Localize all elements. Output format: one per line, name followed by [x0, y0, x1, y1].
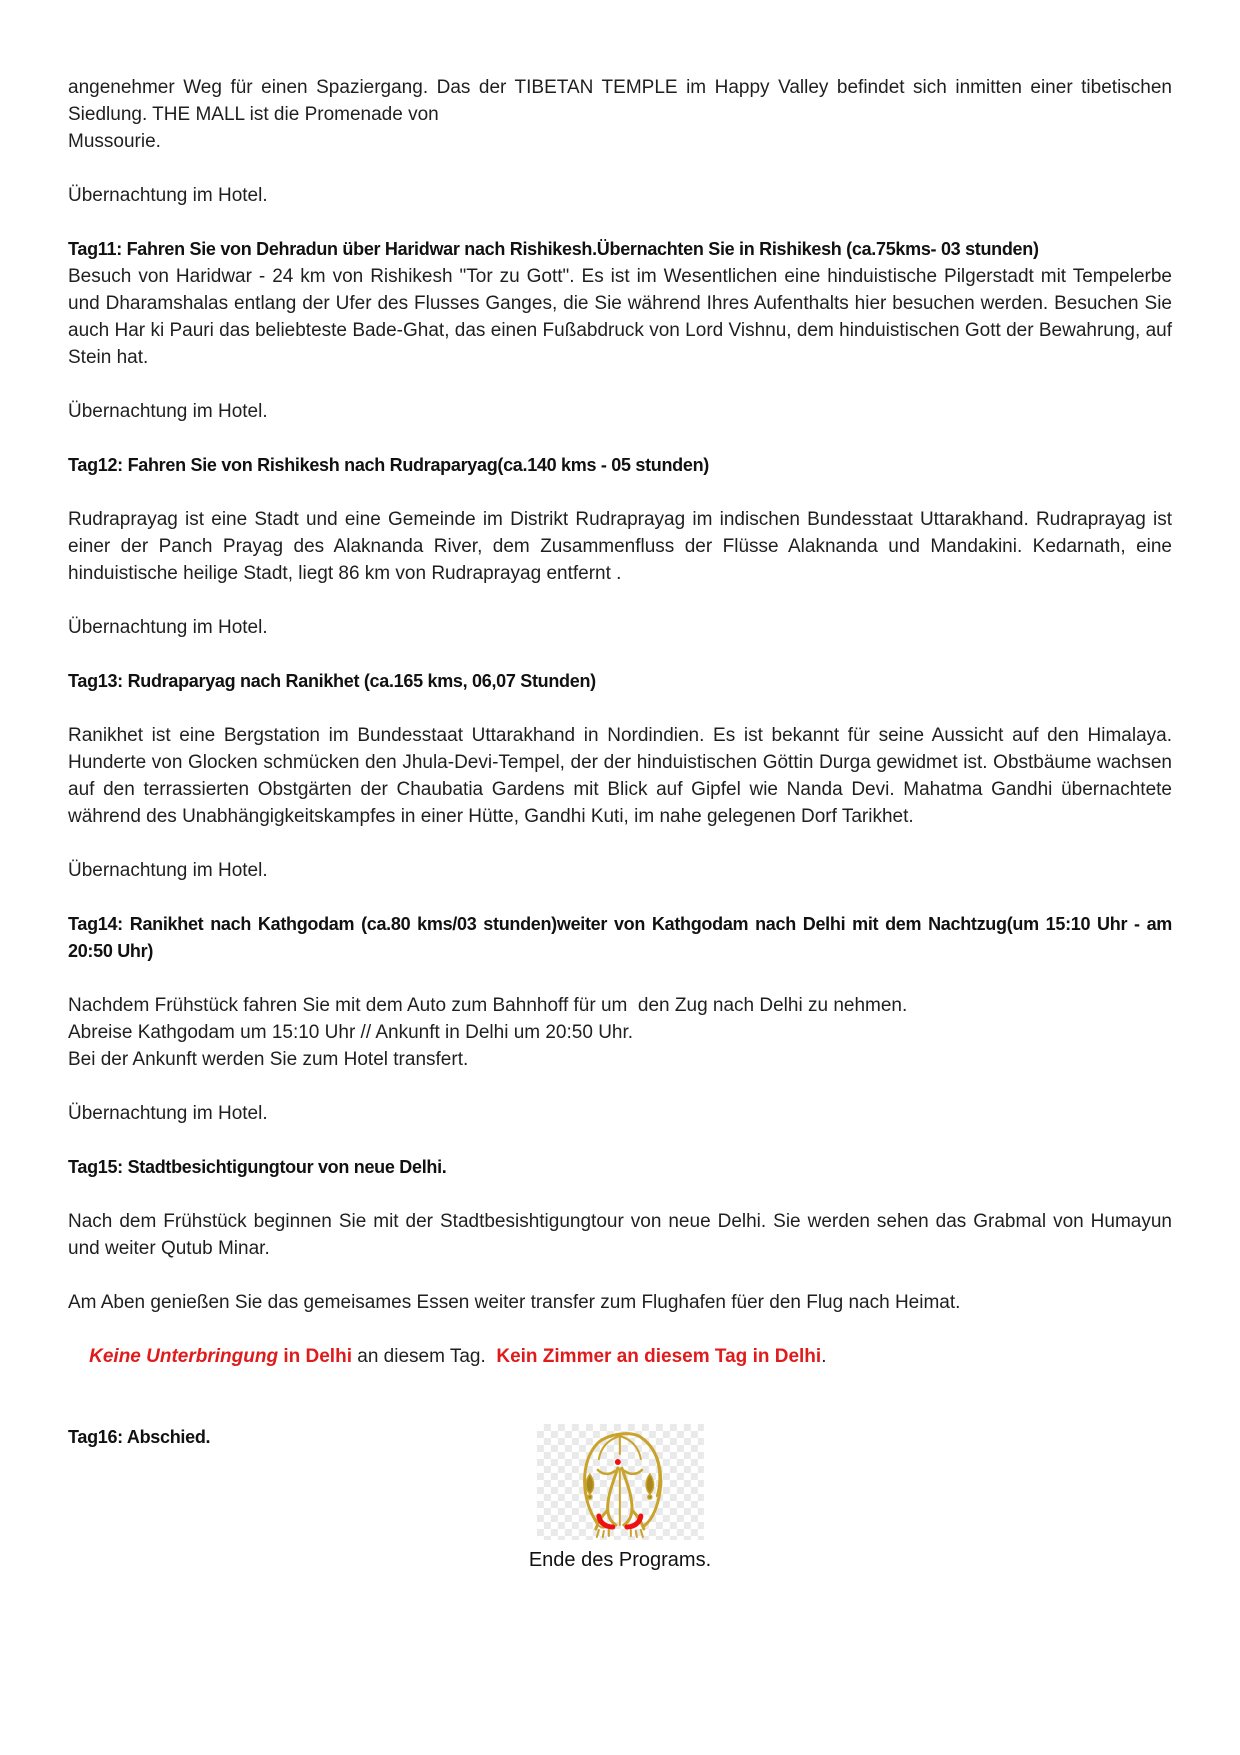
- tag14-line-1: Nachdem Frühstück fahren Sie mit dem Auto zum Bahnhoff für um den Zug nach Delhi zu nehmen.: [68, 995, 908, 1016]
- note-segment-no-room: Kein Zimmer an diesem Tag in Delhi: [496, 1346, 822, 1367]
- note-segment-in-delhi: in Delhi: [278, 1346, 352, 1367]
- tag12-paragraph: Rudraprayag ist eine Stadt und eine Gemeinde im Distrikt Rudraprayag im indischen Bundesstaat Uttarakhand. Rudraprayag ist einer der Panch Prayag des Alaknanda River, dem Zusammenfluss der Flüsse Alaknanda und Mandakini. Kedarnath, eine hinduistische heilige Stadt, liegt 86 km von Rudraprayag entfernt .: [68, 509, 1172, 584]
- intro-line-1: angenehmer Weg für einen Spaziergang. Das der TIBETAN TEMPLE im Happy Valley befindet sich inmitten einer tibetischen Siedlung. THE MALL ist die Promenade von: [68, 77, 1172, 125]
- tag14-line-3: Bei der Ankunft werden Sie zum Hotel transfert.: [68, 1049, 469, 1070]
- note-segment-italic: Keine Unterbringung: [89, 1346, 279, 1367]
- figure-caption: Ende des Programs.: [528, 1549, 712, 1571]
- no-accommodation-note: [68, 1316, 1172, 1397]
- namaste-figure: [529, 1424, 711, 1574]
- tag15-paragraph: Nach dem Frühstück beginnen Sie mit der Stadtbesishtigungtour von neue Delhi. Sie werden sehen das Grabmal von Humayun und weiter Qutub Minar.: [68, 1211, 1172, 1259]
- intro-paragraph: [68, 74, 1172, 155]
- tag13-heading: Tag13: Rudraparyag nach Ranikhet (ca.165 kms, 06,07 Stunden): [68, 671, 596, 691]
- tag14-line-2: Abreise Kathgodam um 15:10 Uhr // Ankunft in Delhi um 20:50 Uhr.: [68, 1022, 634, 1043]
- tag13-paragraph: Ranikhet ist eine Bergstation im Bundesstaat Uttarakhand in Nordindien. Es ist bekannt für seine Aussicht auf den Himalaya. Hunderte von Glocken schmücken den Jhula-Devi-Tempel, der der hinduistischen Göttin Durga gewidmet ist. Obstbäume wachsen auf den terrassierten Obstgärten der Chaubatia Gardens mit Blick auf Gipfel wie Nanda Devi. Mahatma Gandhi übernachtete während des Unabhängigkeitskampfes in einer Hütte, Gandhi Kuti, im nahe gelegenen Dorf Tarikhet.: [68, 725, 1172, 827]
- tag11-heading: Tag11: Fahren Sie von Dehradun über Haridwar nach Rishikesh.Übernachten Sie in Rishikesh (ca.75kms- 03 stunden): [68, 239, 1039, 259]
- namaste-greeting-image: [536, 1424, 703, 1540]
- note-segment-plain: an diesem Tag.: [351, 1346, 497, 1367]
- overnight-note-5: Übernachtung im Hotel.: [68, 1103, 268, 1124]
- tag15-heading: Tag15: Stadtbesichtigungtour von neue Delhi.: [68, 1157, 447, 1177]
- evening-dinner-line: Am Aben genießen Sie das gemeisames Essen weiter transfer zum Flughafen füer den Flug nach Heimat.: [68, 1292, 961, 1313]
- namaste-illustration: [536, 1424, 703, 1540]
- intro-line-2: Mussourie.: [68, 131, 161, 152]
- tag14-paragraph: [68, 992, 1172, 1073]
- overnight-note-2: Übernachtung im Hotel.: [68, 401, 268, 422]
- tag11-paragraph: Besuch von Haridwar - 24 km von Rishikesh "Tor zu Gott". Es ist im Wesentlichen eine hinduistische Pilgerstadt mit Tempelerbe und Dharamshalas entlang der Ufer des Flusses Ganges, die Sie während Ihres Aufenthalts hier besuchen werden. Besuchen Sie auch Har ki Pauri das beliebteste Bade-Ghat, das einen Fußabdruck von Lord Vishnu, dem hinduistischen Gott der Bewahrung, auf Stein hat.: [68, 266, 1172, 368]
- overnight-note-1: Übernachtung im Hotel.: [68, 185, 268, 206]
- note-segment-period: .: [821, 1346, 827, 1367]
- tag12-heading: Tag12: Fahren Sie von Rishikesh nach Rudraparyag(ca.140 kms - 05 stunden): [68, 455, 709, 475]
- overnight-note-3: Übernachtung im Hotel.: [68, 617, 268, 638]
- tag14-heading: Tag14: Ranikhet nach Kathgodam (ca.80 kms/03 stunden)weiter von Kathgodam nach Delhi mit dem Nachtzug(um 15:10 Uhr - am 20:50 Uhr): [68, 914, 1172, 961]
- farewell-section: [68, 1424, 1172, 1624]
- overnight-note-4: Übernachtung im Hotel.: [68, 860, 268, 881]
- tag16-heading: Tag16: Abschied.: [68, 1427, 211, 1447]
- bindi-dot: [614, 1459, 620, 1465]
